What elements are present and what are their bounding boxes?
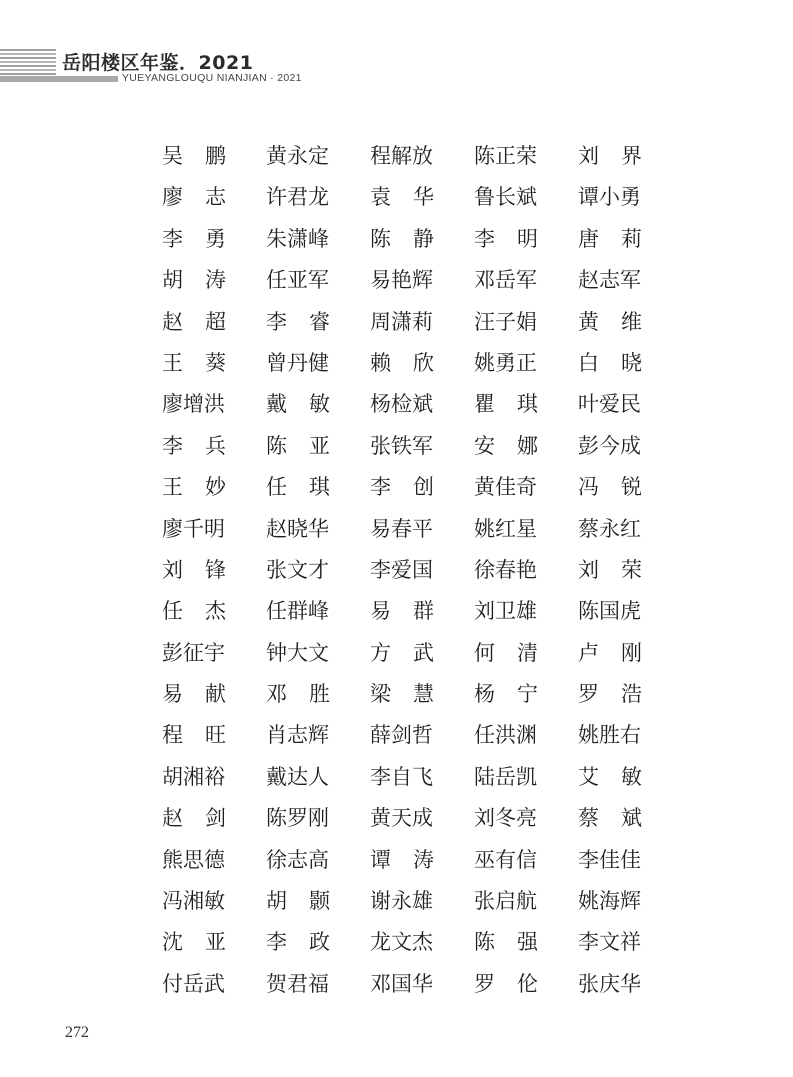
name-entry: 邓国华	[370, 971, 433, 996]
name-entry: 艾 敏	[578, 764, 642, 789]
name-entry: 张文才	[266, 557, 329, 582]
name-entry: 瞿 琪	[474, 392, 538, 417]
name-entry: 胡 颢	[266, 889, 330, 914]
name-entry: 罗 伦	[474, 971, 538, 996]
name-entry: 袁 华	[370, 185, 434, 210]
name-entry: 赖 欣	[370, 350, 434, 375]
name-entry: 徐春艳	[474, 557, 537, 582]
name-entry: 付岳武	[162, 971, 225, 996]
name-entry: 蔡 斌	[578, 806, 642, 831]
name-entry: 胡 涛	[162, 268, 226, 293]
name-entry: 李 睿	[266, 309, 330, 334]
name-entry: 徐志高	[266, 847, 329, 872]
name-entry: 安 娜	[474, 433, 538, 458]
name-entry: 许君龙	[266, 185, 329, 210]
name-entry: 黄永定	[266, 144, 329, 168]
name-entry: 熊思德	[162, 847, 225, 872]
name-entry: 陈 强	[474, 930, 538, 955]
page-number: 272	[65, 1024, 89, 1041]
name-entry: 谭 涛	[370, 847, 434, 872]
name-entry: 张铁军	[370, 433, 433, 458]
name-entry: 刘 界	[578, 144, 642, 168]
name-entry: 方 武	[370, 640, 434, 665]
name-entry: 周潇莉	[370, 309, 433, 334]
name-entry: 陈罗刚	[266, 806, 329, 831]
name-entry: 戴达人	[266, 764, 329, 789]
name-entry: 李佳佳	[578, 847, 641, 872]
name-entry: 李爱国	[370, 557, 433, 582]
name-entry: 李 创	[370, 475, 434, 500]
name-entry: 张庆华	[578, 971, 641, 996]
name-entry: 李 兵	[162, 433, 226, 458]
name-entry: 姚勇正	[474, 350, 537, 375]
name-entry: 冯 锐	[578, 475, 642, 500]
name-entry: 卢 刚	[578, 640, 642, 665]
name-entry: 李 勇	[162, 226, 226, 251]
name-entry: 刘 锋	[162, 557, 226, 582]
name-entry: 赵 剑	[162, 806, 226, 831]
name-entry: 陈 静	[370, 226, 434, 251]
name-entry: 戴 敏	[266, 392, 330, 417]
name-entry: 赵志军	[578, 268, 641, 293]
name-entry: 蔡永红	[578, 516, 641, 541]
name-entry: 任 杰	[162, 599, 226, 624]
name-entry: 谭小勇	[578, 185, 641, 210]
header-subtitle-bar	[0, 76, 118, 82]
name-entry: 汪子娟	[474, 309, 537, 334]
name-entry: 李自飞	[370, 764, 433, 789]
name-entry: 任亚军	[266, 268, 329, 293]
name-entry: 罗 浩	[578, 682, 642, 707]
header-subtitle: YUEYANGLOUQU NIANJIAN · 2021	[122, 72, 302, 84]
name-entry: 吴 鹏	[162, 144, 226, 168]
name-entry: 李 政	[266, 930, 330, 955]
name-entry: 李 明	[474, 226, 538, 251]
name-entry: 叶爱民	[578, 392, 641, 417]
name-entry: 陆岳凯	[474, 764, 537, 789]
name-entry: 姚红星	[474, 516, 537, 541]
name-entry: 曾丹健	[266, 350, 329, 375]
name-entry: 沈 亚	[162, 930, 226, 955]
name-entry: 杨检斌	[370, 392, 433, 417]
name-entry: 廖千明	[162, 516, 225, 541]
name-entry: 赵 超	[162, 309, 226, 334]
name-entry: 易艳辉	[370, 268, 433, 293]
name-entry: 梁 慧	[370, 682, 434, 707]
name-entry: 钟大文	[266, 640, 329, 665]
name-entry: 何 清	[474, 640, 538, 665]
name-entry: 彭今成	[578, 433, 641, 458]
name-entry: 任 琪	[266, 475, 330, 500]
name-entry: 程 旺	[162, 723, 226, 748]
header-title: 岳阳楼区年鉴．2021	[62, 52, 254, 74]
name-entry: 姚胜右	[578, 723, 641, 748]
name-entry: 贺君福	[266, 971, 329, 996]
name-entry: 薛剑哲	[370, 723, 433, 748]
name-entry: 廖增洪	[162, 392, 225, 417]
name-entry: 廖 志	[162, 185, 226, 210]
name-entry: 邓 胜	[266, 682, 330, 707]
name-entry: 巫有信	[474, 847, 537, 872]
name-entry: 王 葵	[162, 350, 226, 375]
name-entry: 胡湘裕	[162, 764, 225, 789]
name-entry: 姚海辉	[578, 889, 641, 914]
name-entry: 彭征宇	[162, 640, 225, 665]
name-entry: 唐 莉	[578, 226, 642, 251]
name-entry: 王 妙	[162, 475, 226, 500]
name-entry: 程解放	[370, 144, 433, 168]
name-entry: 任群峰	[266, 599, 329, 624]
name-entry: 易 群	[370, 599, 434, 624]
name-entry: 冯湘敏	[162, 889, 225, 914]
name-entry: 朱潇峰	[266, 226, 329, 251]
name-entry: 陈正荣	[474, 144, 537, 168]
name-entry: 邓岳军	[474, 268, 537, 293]
name-entry: 白 晓	[578, 350, 642, 375]
name-list	[162, 136, 662, 1005]
name-entry: 谢永雄	[370, 889, 433, 914]
name-entry: 易 献	[162, 682, 226, 707]
name-entry: 赵晓华	[266, 516, 329, 541]
name-entry: 肖志辉	[266, 723, 329, 748]
name-entry: 黄 维	[578, 309, 642, 334]
name-entry: 鲁长斌	[474, 185, 537, 210]
name-entry: 刘卫雄	[474, 599, 537, 624]
name-entry: 陈国虎	[578, 599, 641, 624]
name-entry: 龙文杰	[370, 930, 433, 955]
name-entry: 陈 亚	[266, 433, 330, 458]
name-entry: 易春平	[370, 516, 433, 541]
name-entry: 张启航	[474, 889, 537, 914]
name-entry: 李文祥	[578, 930, 641, 955]
name-entry: 刘冬亮	[474, 806, 537, 831]
name-entry: 杨 宁	[474, 682, 538, 707]
name-entry: 任洪渊	[474, 723, 537, 748]
name-entry: 刘 荣	[578, 557, 642, 582]
name-entry: 黄佳奇	[474, 475, 537, 500]
name-entry: 黄天成	[370, 806, 433, 831]
